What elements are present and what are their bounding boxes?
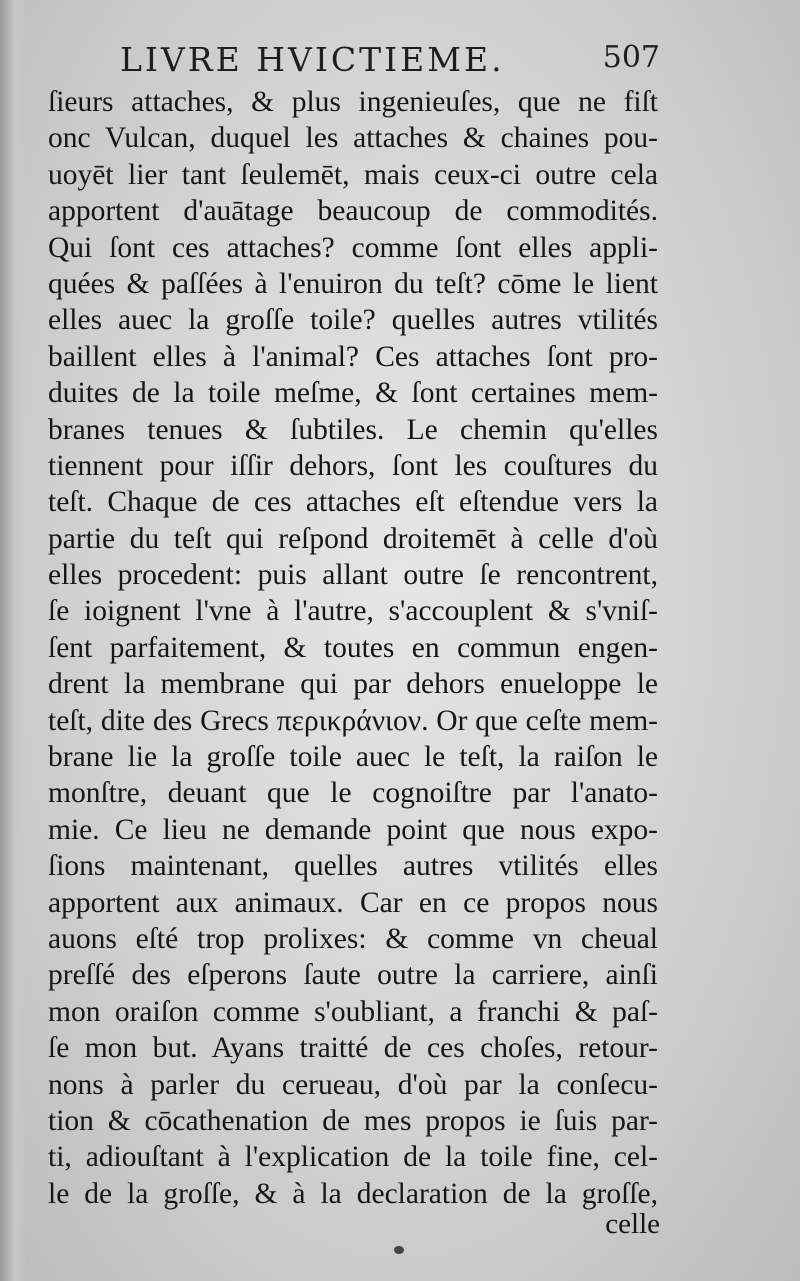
running-title: LIVRE HVICTIEME. <box>120 40 505 79</box>
text-line: Qui ſont ces attaches? comme ſont elles appli- <box>48 231 658 264</box>
text-line: apportent aux animaux. Car en ce propos nous <box>48 886 658 919</box>
text-line: mon oraiſon comme s'oubliant, a franchi & paſ- <box>48 995 658 1028</box>
text-line: ſe mon but. Ayans traitté de ces choſes, retour- <box>48 1032 658 1065</box>
text-line: tion & cōcathenation de mes propos ie ſuis par- <box>48 1104 658 1137</box>
text-line: tiennent pour iſſir dehors, ſont les couſtures du <box>48 449 658 482</box>
text-line: preſſé des eſperons ſaute outre la carriere, ainſi <box>48 959 658 992</box>
text-line: teſt, dite des Grecs περικράνιον. Or que ceſte mem- <box>48 704 658 737</box>
text-line: elles procedent: puis allant outre ſe rencontrent, <box>48 559 658 592</box>
text-line: monſtre, deuant que le cognoiſtre par l'anato- <box>48 777 658 810</box>
text-line: auons eſté trop prolixes: & comme vn cheual <box>48 922 658 955</box>
catchword: celle <box>605 1208 660 1240</box>
text-line: mie. Ce lieu ne demande point que nous expo- <box>48 813 658 846</box>
text-line: le de la groſſe, & à la declaration de la groſſe, <box>48 1177 658 1210</box>
page-gutter-shadow <box>0 0 26 1281</box>
text-line: ſent parfaitement, & toutes en commun engen- <box>48 631 658 664</box>
text-line: branes tenues & ſubtiles. Le chemin qu'elles <box>48 413 658 446</box>
page-number: 507 <box>602 40 660 75</box>
page-header <box>120 40 660 84</box>
text-line: apportent d'auātage beaucoup de commodités. <box>48 195 658 228</box>
text-line: partie du teſt qui reſpond droitemēt à celle d'où <box>48 522 658 555</box>
text-line: ſions maintenant, quelles autres vtilités elles <box>48 850 658 883</box>
body-text <box>48 84 658 1212</box>
text-line: brane lie la groſſe toile auec le teſt, la raiſon le <box>48 741 658 774</box>
text-line: onc Vulcan, duquel les attaches & chaines pou- <box>48 122 658 155</box>
text-line: elles auec la groſſe toile? quelles autres vtilités <box>48 304 658 337</box>
text-line: ſe ioignent l'vne à l'autre, s'accouplent & s'vniſ- <box>48 595 658 628</box>
text-line: drent la membrane qui par dehors enueloppe le <box>48 668 658 701</box>
text-line: ti, adiouſtant à l'explication de la toile fine, cel- <box>48 1141 658 1174</box>
text-line: quées & paſſées à l'enuiron du teſt? cōme le lient <box>48 267 658 300</box>
text-line: duites de la toile meſme, & ſont certaines mem- <box>48 377 658 410</box>
text-line: uoyēt lier tant ſeulemēt, mais ceux-ci outre cela <box>48 158 658 191</box>
text-line: teſt. Chaque de ces attaches eſt eſtendue vers la <box>48 486 658 519</box>
text-line: nons à parler du cerueau, d'où par la conſecu- <box>48 1068 658 1101</box>
ink-speck <box>394 1246 404 1254</box>
text-line: baillent elles à l'animal? Ces attaches ſont pro- <box>48 340 658 373</box>
text-line: ſieurs attaches, & plus ingenieuſes, que ne fiſt <box>48 86 658 118</box>
